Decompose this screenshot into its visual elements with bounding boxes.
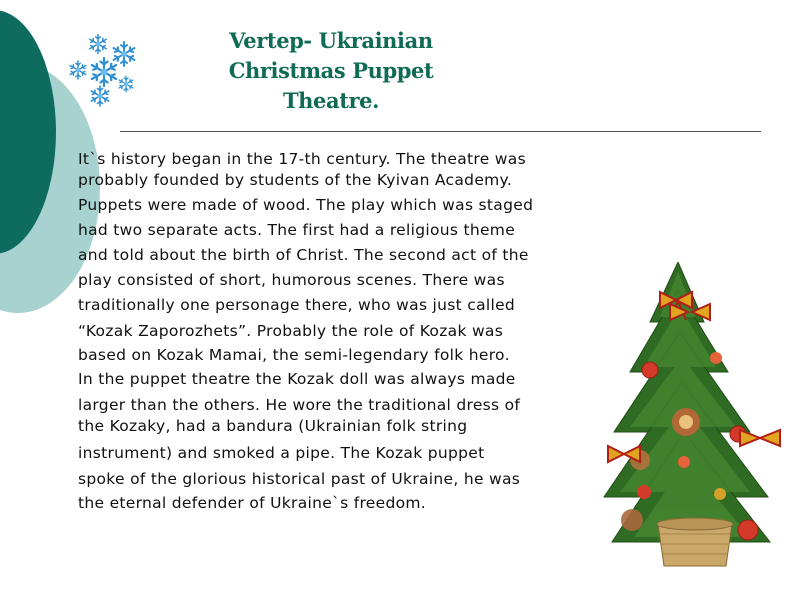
snowflake-icon <box>64 30 148 110</box>
body-line: the Kozaky, had a bandura (Ukrainian folk string <box>78 417 468 435</box>
body-line: instrument) and smoked a pipe. The Kozak puppet <box>78 444 485 462</box>
title-line: Theatre. <box>282 88 380 113</box>
title-divider <box>120 131 761 132</box>
body-line: In the puppet theatre the Kozak doll was always made <box>78 370 516 388</box>
slide-title <box>196 26 466 116</box>
body-line: the eternal defender of Ukraine`s freedom. <box>78 494 427 512</box>
body-line: “Kozak Zaporozhets”. Probably the role of Kozak was <box>78 322 504 340</box>
body-line: Puppets were made of wood. The play which was staged <box>78 196 534 214</box>
title-line: Christmas Puppet <box>228 58 434 83</box>
body-line: based on Kozak Mamai, the semi-legendary folk hero. <box>78 346 510 364</box>
body-line: traditionally one personage there, who was just called <box>78 296 516 314</box>
body-line: It`s history began in the 17-th century. The theatre was <box>78 150 526 168</box>
body-line: probably founded by students of the Kyivan Academy. <box>78 171 513 189</box>
title-line: Vertep- Ukrainian <box>229 28 433 53</box>
body-line: had two separate acts. The first had a religious theme <box>78 221 516 239</box>
body-line: larger than the others. He wore the traditional dress of <box>78 396 521 414</box>
body-line: spoke of the glorious historical past of Ukraine, he was <box>78 470 521 488</box>
christmas-tree-image <box>600 262 800 572</box>
tree-basket <box>657 518 733 566</box>
body-line: play consisted of short, humorous scenes. There was <box>78 271 505 289</box>
body-line: and told about the birth of Christ. The second act of the <box>78 246 529 264</box>
